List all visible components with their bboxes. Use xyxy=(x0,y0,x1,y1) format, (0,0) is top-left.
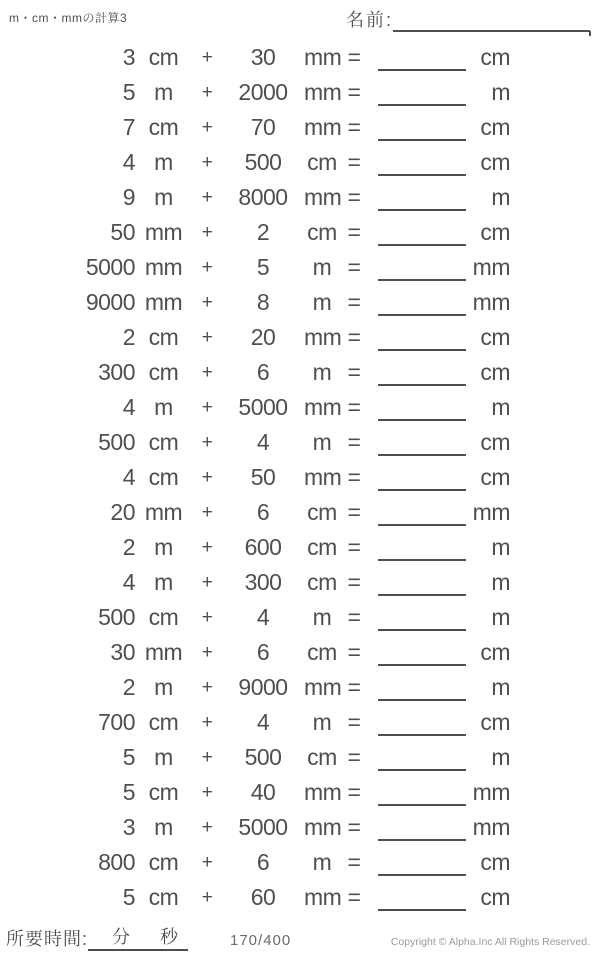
unit-2: cm xyxy=(307,149,337,175)
value-1: 3 xyxy=(122,44,135,70)
answer-blank-line xyxy=(378,250,466,281)
plus-operator: + xyxy=(201,467,213,488)
answer-blank-line xyxy=(378,880,466,911)
answer-blank-line xyxy=(378,530,466,561)
answer-unit: cm xyxy=(480,44,510,70)
equals-sign: = xyxy=(347,639,361,665)
plus-operator: + xyxy=(201,152,213,173)
value-1: 9 xyxy=(122,184,135,210)
unit-2: mm xyxy=(304,674,342,700)
unit-2: cm xyxy=(307,499,337,525)
value-2: 70 xyxy=(250,114,276,140)
problem-row xyxy=(60,110,540,145)
answer-blank-line xyxy=(378,565,466,596)
unit-2: m xyxy=(312,849,332,875)
unit-2: mm xyxy=(304,184,342,210)
problems-list xyxy=(60,40,540,915)
unit-1: cm xyxy=(148,709,179,735)
value-1: 500 xyxy=(98,604,135,630)
unit-2: mm xyxy=(304,884,342,910)
equals-sign: = xyxy=(347,674,361,700)
answer-blank-cell xyxy=(368,355,466,390)
answer-blank-cell xyxy=(368,775,466,810)
plus-operator: + xyxy=(201,222,213,243)
value-2: 500 xyxy=(244,744,282,770)
problem-row xyxy=(60,880,540,915)
value-1: 2 xyxy=(122,534,135,560)
answer-unit: mm xyxy=(472,779,510,805)
answer-blank-cell xyxy=(368,215,466,250)
equals-sign: = xyxy=(347,534,361,560)
equals-sign: = xyxy=(347,569,361,595)
value-2: 6 xyxy=(256,359,270,385)
problem-row xyxy=(60,670,540,705)
unit-1: m xyxy=(154,674,173,700)
unit-2: cm xyxy=(307,534,337,560)
unit-1: cm xyxy=(148,114,179,140)
answer-blank-cell xyxy=(368,670,466,705)
value-1: 2 xyxy=(122,324,135,350)
answer-unit: cm xyxy=(480,709,510,735)
unit-2: mm xyxy=(304,394,342,420)
answer-blank-line xyxy=(378,285,466,316)
value-2: 6 xyxy=(256,499,270,525)
unit-2: m xyxy=(312,254,332,280)
plus-operator: + xyxy=(201,47,213,68)
problem-row xyxy=(60,250,540,285)
value-2: 500 xyxy=(244,149,282,175)
value-1: 5 xyxy=(122,744,135,770)
problem-row xyxy=(60,425,540,460)
value-1: 700 xyxy=(98,709,135,735)
value-2: 40 xyxy=(250,779,276,805)
problem-row xyxy=(60,285,540,320)
answer-blank-line xyxy=(378,635,466,666)
value-1: 800 xyxy=(98,849,135,875)
answer-blank-line xyxy=(378,180,466,211)
worksheet-footer xyxy=(0,921,600,957)
value-2: 300 xyxy=(244,569,282,595)
unit-2: cm xyxy=(307,219,337,245)
answer-blank-cell xyxy=(368,495,466,530)
answer-blank-cell xyxy=(368,845,466,880)
equals-sign: = xyxy=(347,114,361,140)
value-2: 4 xyxy=(256,709,270,735)
answer-blank-line xyxy=(378,145,466,176)
answer-blank-line xyxy=(378,75,466,106)
plus-operator: + xyxy=(201,642,213,663)
problem-row xyxy=(60,845,540,880)
value-1: 20 xyxy=(110,499,135,525)
plus-operator: + xyxy=(201,817,213,838)
value-2: 5000 xyxy=(238,814,288,840)
plus-operator: + xyxy=(201,82,213,103)
answer-unit: mm xyxy=(472,254,510,280)
answer-blank-cell xyxy=(368,705,466,740)
unit-1: mm xyxy=(144,639,183,665)
answer-blank-line xyxy=(378,110,466,141)
answer-blank-cell xyxy=(368,565,466,600)
value-1: 30 xyxy=(110,639,135,665)
unit-2: m xyxy=(312,709,332,735)
answer-unit: m xyxy=(491,184,510,210)
equals-sign: = xyxy=(347,604,361,630)
equals-sign: = xyxy=(347,779,361,805)
answer-unit: cm xyxy=(480,639,510,665)
minutes-label: 分 xyxy=(112,927,131,947)
value-2: 600 xyxy=(244,534,282,560)
answer-unit: m xyxy=(491,569,510,595)
equals-sign: = xyxy=(347,744,361,770)
answer-unit: cm xyxy=(480,849,510,875)
unit-1: m xyxy=(154,744,173,770)
answer-blank-cell xyxy=(368,40,466,75)
answer-unit: cm xyxy=(480,219,510,245)
unit-1: cm xyxy=(148,324,179,350)
value-1: 2 xyxy=(122,674,135,700)
unit-2: mm xyxy=(304,779,342,805)
value-2: 5 xyxy=(256,254,270,280)
equals-sign: = xyxy=(347,499,361,525)
value-1: 5000 xyxy=(85,254,135,280)
answer-blank-line xyxy=(378,390,466,421)
value-1: 9000 xyxy=(85,289,135,315)
problem-row xyxy=(60,565,540,600)
answer-blank-line xyxy=(378,320,466,351)
plus-operator: + xyxy=(201,747,213,768)
unit-1: m xyxy=(154,569,173,595)
value-2: 6 xyxy=(256,639,270,665)
equals-sign: = xyxy=(347,219,361,245)
unit-2: mm xyxy=(304,44,342,70)
answer-blank-line xyxy=(378,740,466,771)
value-1: 7 xyxy=(122,114,135,140)
unit-1: cm xyxy=(148,44,179,70)
unit-1: cm xyxy=(148,604,179,630)
answer-unit: mm xyxy=(472,814,510,840)
answer-blank-line xyxy=(378,600,466,631)
answer-unit: cm xyxy=(480,114,510,140)
unit-2: cm xyxy=(307,569,337,595)
plus-operator: + xyxy=(201,327,213,348)
unit-1: mm xyxy=(144,289,183,315)
value-2: 4 xyxy=(256,429,270,455)
problem-row xyxy=(60,460,540,495)
answer-blank-cell xyxy=(368,880,466,915)
equals-sign: = xyxy=(347,149,361,175)
name-line-tick xyxy=(589,31,591,36)
answer-unit: cm xyxy=(480,464,510,490)
worksheet-title: m・cm・mmの計算3 xyxy=(9,11,128,25)
answer-unit: mm xyxy=(472,289,510,315)
equals-sign: = xyxy=(347,849,361,875)
value-1: 5 xyxy=(122,79,135,105)
problem-row xyxy=(60,75,540,110)
unit-2: cm xyxy=(307,639,337,665)
answer-blank-line xyxy=(378,215,466,246)
answer-unit: cm xyxy=(480,429,510,455)
equals-sign: = xyxy=(347,359,361,385)
plus-operator: + xyxy=(201,782,213,803)
unit-1: m xyxy=(154,184,173,210)
problem-row xyxy=(60,145,540,180)
name-input-line[interactable] xyxy=(393,10,590,32)
value-2: 5000 xyxy=(238,394,288,420)
unit-2: cm xyxy=(307,744,337,770)
unit-1: cm xyxy=(148,884,179,910)
value-2: 6 xyxy=(256,849,270,875)
problem-row xyxy=(60,40,540,75)
value-2: 2 xyxy=(256,219,270,245)
unit-1: mm xyxy=(144,219,183,245)
unit-2: mm xyxy=(304,114,342,140)
value-2: 8 xyxy=(256,289,270,315)
answer-blank-line xyxy=(378,495,466,526)
problem-row xyxy=(60,390,540,425)
unit-1: cm xyxy=(148,779,179,805)
value-1: 4 xyxy=(122,569,135,595)
unit-1: m xyxy=(154,534,173,560)
problem-row xyxy=(60,810,540,845)
unit-1: m xyxy=(154,814,173,840)
plus-operator: + xyxy=(201,607,213,628)
problem-row xyxy=(60,215,540,250)
problem-row xyxy=(60,495,540,530)
unit-1: mm xyxy=(144,254,183,280)
value-2: 4 xyxy=(256,604,270,630)
answer-blank-line xyxy=(378,460,466,491)
unit-2: m xyxy=(312,289,332,315)
answer-blank-line xyxy=(378,425,466,456)
answer-blank-line xyxy=(378,355,466,386)
unit-2: m xyxy=(312,429,332,455)
answer-unit: cm xyxy=(480,359,510,385)
unit-2: m xyxy=(312,359,332,385)
value-1: 4 xyxy=(122,149,135,175)
answer-blank-cell xyxy=(368,110,466,145)
problem-row xyxy=(60,600,540,635)
answer-blank-cell xyxy=(368,600,466,635)
answer-blank-cell xyxy=(368,180,466,215)
unit-2: mm xyxy=(304,814,342,840)
answer-unit: m xyxy=(491,79,510,105)
equals-sign: = xyxy=(347,464,361,490)
unit-1: cm xyxy=(148,429,179,455)
value-1: 5 xyxy=(122,884,135,910)
value-2: 50 xyxy=(250,464,276,490)
answer-unit: m xyxy=(491,674,510,700)
worksheet-header xyxy=(0,0,600,40)
equals-sign: = xyxy=(347,884,361,910)
answer-blank-cell xyxy=(368,145,466,180)
unit-1: cm xyxy=(148,849,179,875)
plus-operator: + xyxy=(201,677,213,698)
unit-1: m xyxy=(154,149,173,175)
equals-sign: = xyxy=(347,394,361,420)
time-block xyxy=(6,925,188,951)
value-1: 5 xyxy=(122,779,135,805)
plus-operator: + xyxy=(201,292,213,313)
answer-blank-cell xyxy=(368,740,466,775)
value-2: 60 xyxy=(250,884,276,910)
answer-blank-line xyxy=(378,775,466,806)
value-1: 4 xyxy=(122,394,135,420)
answer-blank-line xyxy=(378,705,466,736)
equals-sign: = xyxy=(347,429,361,455)
equals-sign: = xyxy=(347,289,361,315)
value-1: 50 xyxy=(110,219,135,245)
answer-blank-cell xyxy=(368,635,466,670)
name-label: 名前: xyxy=(346,10,394,30)
unit-1: cm xyxy=(148,359,179,385)
name-block xyxy=(346,6,590,32)
unit-1: m xyxy=(154,79,173,105)
value-2: 2000 xyxy=(238,79,288,105)
value-2: 8000 xyxy=(238,184,288,210)
answer-blank-cell xyxy=(368,75,466,110)
unit-1: mm xyxy=(144,499,183,525)
time-label: 所要時間: xyxy=(6,929,89,949)
answer-blank-cell xyxy=(368,810,466,845)
plus-operator: + xyxy=(201,397,213,418)
plus-operator: + xyxy=(201,362,213,383)
answer-unit: cm xyxy=(480,149,510,175)
plus-operator: + xyxy=(201,537,213,558)
problem-row xyxy=(60,740,540,775)
value-2: 30 xyxy=(250,44,276,70)
unit-1: m xyxy=(154,394,173,420)
value-1: 3 xyxy=(122,814,135,840)
page-number: 170/400 xyxy=(230,932,292,949)
problem-row xyxy=(60,635,540,670)
unit-2: mm xyxy=(304,324,342,350)
answer-blank-line xyxy=(378,810,466,841)
answer-unit: cm xyxy=(480,324,510,350)
answer-unit: m xyxy=(491,394,510,420)
copyright-notice: Copyright © Alpha.Inc All Rights Reserved. xyxy=(390,936,590,948)
answer-unit: m xyxy=(491,744,510,770)
plus-operator: + xyxy=(201,187,213,208)
value-2: 9000 xyxy=(238,674,288,700)
answer-blank-line xyxy=(378,845,466,876)
problem-row xyxy=(60,775,540,810)
unit-1: cm xyxy=(148,464,179,490)
equals-sign: = xyxy=(347,254,361,280)
equals-sign: = xyxy=(347,44,361,70)
value-1: 500 xyxy=(98,429,135,455)
unit-2: mm xyxy=(304,464,342,490)
plus-operator: + xyxy=(201,852,213,873)
answer-blank-cell xyxy=(368,390,466,425)
plus-operator: + xyxy=(201,432,213,453)
time-input-line[interactable] xyxy=(88,927,188,951)
plus-operator: + xyxy=(201,117,213,138)
equals-sign: = xyxy=(347,814,361,840)
equals-sign: = xyxy=(347,79,361,105)
answer-blank-cell xyxy=(368,460,466,495)
plus-operator: + xyxy=(201,257,213,278)
seconds-label: 秒 xyxy=(160,927,179,947)
unit-2: mm xyxy=(304,79,342,105)
answer-blank-cell xyxy=(368,425,466,460)
value-2: 20 xyxy=(250,324,276,350)
plus-operator: + xyxy=(201,502,213,523)
answer-blank-line xyxy=(378,670,466,701)
plus-operator: + xyxy=(201,712,213,733)
equals-sign: = xyxy=(347,184,361,210)
problem-row xyxy=(60,180,540,215)
value-1: 300 xyxy=(98,359,135,385)
answer-unit: mm xyxy=(472,499,510,525)
answer-blank-cell xyxy=(368,530,466,565)
answer-unit: m xyxy=(491,604,510,630)
problem-row xyxy=(60,355,540,390)
problem-row xyxy=(60,705,540,740)
equals-sign: = xyxy=(347,324,361,350)
value-1: 4 xyxy=(122,464,135,490)
problem-row xyxy=(60,320,540,355)
equals-sign: = xyxy=(347,709,361,735)
plus-operator: + xyxy=(201,572,213,593)
answer-blank-cell xyxy=(368,320,466,355)
answer-unit: cm xyxy=(480,884,510,910)
answer-blank-line xyxy=(378,40,466,71)
answer-unit: m xyxy=(491,534,510,560)
plus-operator: + xyxy=(201,887,213,908)
problem-row xyxy=(60,530,540,565)
answer-blank-cell xyxy=(368,250,466,285)
unit-2: m xyxy=(312,604,332,630)
answer-blank-cell xyxy=(368,285,466,320)
